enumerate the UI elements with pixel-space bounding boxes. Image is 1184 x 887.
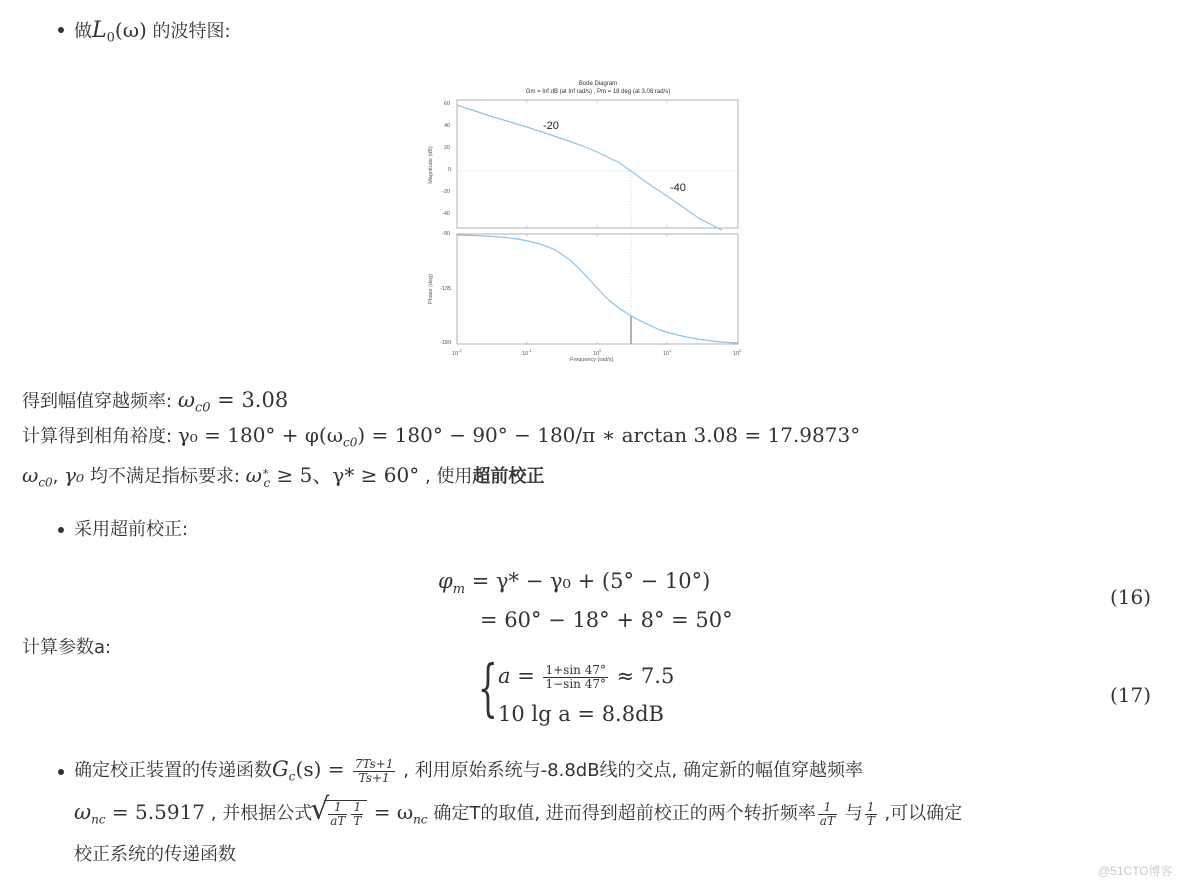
sub-nc: nc (413, 812, 428, 827)
sub-c: c (288, 769, 296, 784)
phase-tick: -180 (440, 340, 452, 346)
math: ω (22, 463, 39, 487)
bullet-item-lead: 采用超前校正: (74, 519, 189, 540)
frequency-axis-label: Frequency (rad/s) (570, 357, 614, 363)
text: 与 (838, 803, 863, 824)
bullet-dot (58, 769, 64, 775)
text: , 利用原始系统与-8.8dB线的交点, 确定新的幅值穿越频率 (397, 760, 863, 781)
math: ω (177, 388, 195, 412)
math: ω (245, 463, 262, 487)
left-brace: { (478, 651, 498, 724)
math-sub: c (263, 475, 271, 490)
requirement-line (22, 459, 544, 496)
math-arg: (ω) (114, 18, 147, 42)
math-value: ≥ 5、γ* ≥ 60° (270, 463, 420, 487)
mag-tick: 20 (444, 145, 451, 151)
math-sub: c0 (194, 400, 211, 416)
transfer-function-paragraph-line3: 校正系统的传递函数 (74, 844, 236, 865)
phase-axis-label: Phase (deg) (427, 274, 434, 304)
eq16-rhs: = γ* − γ₀ + (5° − 10°) (465, 569, 711, 593)
numerator: √ 1 (328, 801, 347, 815)
text: 确定T的取值, 进而得到超前校正的两个转折频率 (427, 803, 816, 824)
numerator: 1 (865, 801, 877, 815)
bold-lead-compensation: 超前校正 (472, 466, 545, 487)
fraction (353, 758, 396, 785)
a-eq: a = (498, 664, 542, 688)
eq16-line2: = 60° − 18° + 8° = 50° (480, 608, 733, 633)
freq-tick: $10^1$ (663, 348, 672, 357)
param-label: 计算参数a: (22, 637, 112, 658)
math-L: L (92, 18, 107, 43)
watermark: @51CTO博客 (1098, 864, 1173, 878)
label: 计算得到相角裕度: (22, 426, 173, 447)
numerator: 1 (818, 801, 837, 815)
sep: , (52, 466, 65, 487)
phase-tick: -135 (440, 286, 452, 292)
math-sub: c0 (343, 435, 358, 450)
mag-tick: 0 (448, 167, 452, 173)
figure-title: Bode Diagram (578, 81, 618, 87)
eq17-line2: 10 lg a = 8.8dB (498, 702, 664, 726)
fraction (328, 801, 347, 828)
sqrt (324, 800, 367, 828)
text: 确定校正装置的传递函数 (74, 760, 272, 781)
magnitude-axis-label: Magnitude (dB) (427, 146, 434, 184)
sub-nc: nc (91, 812, 106, 827)
slope-label-20: -20 (543, 120, 559, 132)
text: ,可以确定 (878, 803, 963, 824)
bullet-item-bode (74, 17, 231, 52)
crossover-frequency-line (22, 387, 288, 422)
freq-tick: $10^{-2}$ (452, 348, 462, 357)
math-value: = 3.08 (210, 388, 289, 412)
math: γ₀ = 180° + φ(ω (177, 423, 344, 447)
fraction (818, 801, 837, 828)
eq17-line1 (498, 664, 674, 691)
phase-margin-line (22, 422, 860, 456)
omega: ω (74, 800, 92, 824)
denominator: aT (330, 813, 346, 828)
eq16-line1 (438, 566, 733, 605)
G: G (272, 757, 289, 781)
phase-tick: -90 (442, 231, 450, 237)
sub-m: m (452, 582, 466, 598)
tail: , 使用 (419, 466, 473, 487)
fraction (543, 664, 608, 691)
math-sub: c0 (38, 475, 53, 490)
math-value: ) = 180° − 90° − 180/π ∗ arctan 3.08 = 17.9873° (357, 423, 861, 447)
equals: = ω (367, 800, 414, 824)
label: 均不满足指标要求: (84, 466, 240, 487)
numerator: 1+sin 47° (545, 663, 606, 677)
text: , 并根据公式 (205, 803, 313, 824)
phi: φ (438, 569, 453, 593)
math-sub: 0 (106, 30, 115, 46)
approx: ≈ 7.5 (609, 664, 675, 688)
bullet-text: 做 (74, 21, 92, 42)
transfer-function-paragraph-line2 (74, 799, 962, 833)
numerator: 7Ts+1 (354, 756, 394, 771)
eq-number-16: (16) (1110, 585, 1152, 609)
slope-label-40: -40 (670, 182, 686, 194)
mag-tick: -40 (442, 211, 450, 217)
figure-subtitle: Gm = Inf dB (at Inf rad/s) , Pm = 18 deg (at 3.08 rad/s) (525, 89, 671, 95)
equation-16 (438, 566, 733, 635)
mag-tick: 40 (444, 123, 451, 129)
mag-tick: 60 (444, 101, 451, 107)
denominator: aT (819, 813, 835, 828)
denominator: 1−sin 47° (545, 677, 606, 691)
math-sup: ∗ (261, 465, 270, 478)
math: (s) = (295, 757, 351, 781)
fraction (351, 801, 363, 828)
freq-tick: $10^2$ (733, 348, 742, 357)
freq-tick: $10^{-1}$ (522, 348, 532, 357)
bode-plot-svg (420, 78, 760, 378)
bode-figure (420, 78, 760, 378)
denominator: T (353, 813, 362, 828)
bullet-dot (58, 27, 64, 33)
eq-number-17: (17) (1110, 683, 1152, 707)
fraction (865, 801, 877, 828)
value: = 5.5917 (105, 800, 206, 824)
math: γ₀ (64, 463, 85, 487)
transfer-function-paragraph-line1 (74, 756, 863, 790)
numerator: 1 (351, 801, 363, 815)
label: 得到幅值穿越频率: (22, 391, 173, 412)
bullet-dot (58, 527, 64, 533)
denominator: T (866, 813, 875, 828)
mag-tick: -20 (442, 189, 450, 195)
freq-tick: $10^0$ (593, 348, 602, 357)
bullet-suffix: 的波特图: (146, 21, 231, 42)
denominator: Ts+1 (358, 770, 390, 785)
